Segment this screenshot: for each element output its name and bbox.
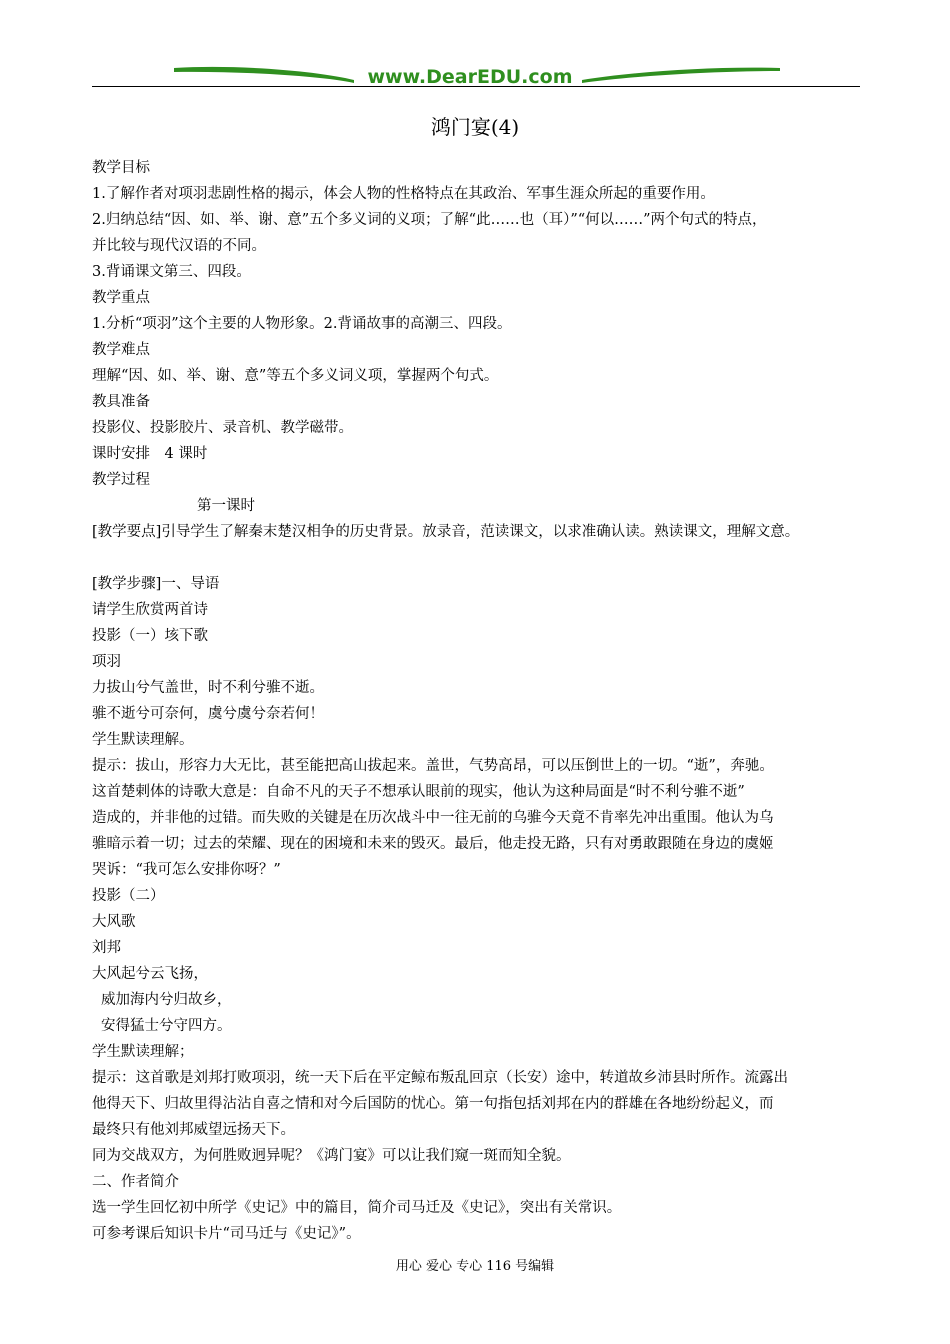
- poem-2-line-1: 大风起兮云飞扬，: [92, 966, 208, 982]
- logo-swoosh-left: [174, 67, 354, 83]
- goal-item-1: 1.了解作者对项羽悲剧性格的揭示，体会人物的性格特点在其政治、军事生涯众所起的重要作用。: [92, 186, 715, 202]
- logo-swoosh-right: [582, 68, 780, 83]
- poem-2-line-2: 威加海内兮归故乡，: [101, 992, 232, 1008]
- projection-1-heading: 投影（一）垓下歌: [92, 628, 208, 644]
- poem-1-author: 项羽: [92, 654, 121, 670]
- hint-2-line-1: 提示：这首歌是刘邦打败项羽，统一天下后在平定鲸布叛乱回京（长安）途中，转道故乡沛县时所作。流露出: [92, 1070, 788, 1086]
- transition-question: 同为交战双方，为何胜败迥异呢？《鸿门宴》可以让我们窥一斑而知全貌。: [92, 1148, 571, 1164]
- projection-2-heading: 投影（二）: [92, 888, 165, 904]
- logo-text: www.DearEDU.com: [367, 66, 573, 88]
- reading-instruction-2: 学生默读理解；: [92, 1044, 194, 1060]
- hint-1-line-2: 这首楚剌体的诗歌大意是：自命不凡的天子不想承认眼前的现实，他认为这种局面是“时不利兮骓不逝”: [92, 784, 745, 800]
- goal-item-2-line-1: 2.归纳总结“因、如、举、谢、意”五个多义词的义项；了解“此……也（耳）”“何以……”两个句式的特点，: [92, 212, 767, 228]
- poem-2-title: 大风歌: [92, 914, 136, 930]
- section-heading-difficulty: 教学难点: [92, 342, 150, 358]
- difficulty-text: 理解“因、如、举、谢、意”等五个多义词义项，掌握两个句式。: [92, 368, 499, 384]
- section-heading-materials: 教具准备: [92, 394, 150, 410]
- goal-item-2-line-2: 并比较与现代汉语的不同。: [92, 238, 266, 254]
- hint-2-line-3: 最终只有他刘邦威望远扬天下。: [92, 1122, 295, 1138]
- blank-line: [92, 545, 867, 571]
- instruction-poems: 请学生欣赏两首诗: [92, 602, 208, 618]
- lesson-steps-intro: [教学步骤]一、导语: [92, 576, 220, 592]
- lesson-heading: 第一课时: [197, 498, 255, 514]
- document-body: [92, 155, 867, 1247]
- schedule-text: 课时安排 4 课时: [92, 446, 208, 462]
- hint-1-line-1: 提示：拔山，形容力大无比，甚至能把高山拔起来。盖世，气势高昂，可以压倒世上的一切。“逝”，奔驰。: [92, 758, 774, 774]
- header-rule: [92, 86, 860, 87]
- hint-1-line-5: 哭诉：“我可怎么安排你呀？”: [92, 862, 281, 878]
- section-heading-goals: 教学目标: [92, 160, 150, 176]
- author-reference: 可参考课后知识卡片“司马迁与《史记》”。: [92, 1226, 361, 1242]
- section-heading-focus: 教学重点: [92, 290, 150, 306]
- poem-2-line-3: 安得猛士兮守四方。: [101, 1018, 232, 1034]
- poem-1-line-2: 骓不逝兮可奈何，虞兮虞兮奈若何！: [92, 706, 324, 722]
- hint-1-line-4: 骓暗示着一切；过去的荣耀、现在的困境和未来的毁灭。最后，他走投无路，只有对勇敢跟随在身边的虞姬: [92, 836, 774, 852]
- goal-item-3: 3.背诵课文第三、四段。: [92, 264, 251, 280]
- document-title: 鸿门宴(4): [430, 115, 520, 139]
- poem-2-author: 刘邦: [92, 940, 121, 956]
- lesson-key-points: [教学要点]引导学生了解秦末楚汉相争的历史背景。放录音，范读课文，以求准确认读。熟读课文，理解文意。: [92, 524, 800, 540]
- focus-text: 1.分析“项羽”这个主要的人物形象。2.背诵故事的高潮三、四段。: [92, 316, 512, 332]
- reading-instruction-1: 学生默读理解。: [92, 732, 194, 748]
- section-heading-process: 教学过程: [92, 472, 150, 488]
- hint-1-line-3: 造成的，并非他的过错。而失败的关键是在历次战斗中一往无前的乌骓今天竟不肯率先冲出重围。他认为乌: [92, 810, 774, 826]
- page-footer: 用心 爱心 专心 116 号编辑: [395, 1259, 555, 1274]
- materials-text: 投影仪、投影胶片、录音机、教学磁带。: [92, 420, 353, 436]
- author-instruction: 选一学生回忆初中所学《史记》中的篇目，简介司马迁及《史记》，突出有关常识。: [92, 1200, 622, 1216]
- poem-1-line-1: 力拔山兮气盖世，时不利兮骓不逝。: [92, 680, 324, 696]
- section-heading-author: 二、作者简介: [92, 1174, 179, 1190]
- hint-2-line-2: 他得天下、归故里得沾沾自喜之情和对今后国防的忧心。第一句指包括刘邦在内的群雄在各地纷纷起义，而: [92, 1096, 774, 1112]
